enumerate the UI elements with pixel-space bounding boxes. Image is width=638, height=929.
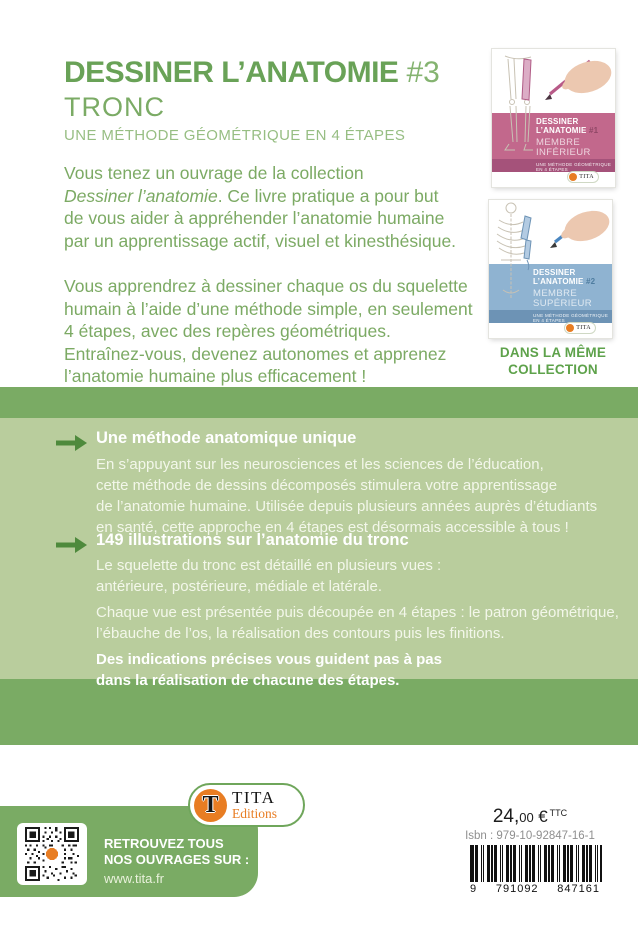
qr-code-icon (25, 827, 79, 881)
book1-series-line1: DESSINER (536, 117, 579, 126)
book2-title-line1: MEMBRE (533, 288, 578, 299)
intro-p2-line1: Vous apprendrez à dessiner chaque os du squelette (64, 276, 468, 296)
intro-p2-line5: l’anatomie humaine plus efficacement ! (64, 366, 367, 386)
book1-series-line2-text: L’ANATOMIE (536, 126, 590, 135)
feature2-body (96, 555, 619, 691)
feature2-heading: 149 illustrations sur l’anatomie du tronc (96, 531, 409, 549)
intro-p2-line4: Entraînez-vous, devenez autonomes et apprenez (64, 343, 447, 364)
arrow-icon (56, 536, 88, 554)
feature1-line1: En s’appuyant sur les neurosciences et les sciences de l’éducation, (96, 456, 544, 473)
feature2-note-line1: Des indications précises vous guident pas à pas (96, 651, 442, 668)
tita-logo-icon: T (194, 789, 227, 822)
book1-title-line1: MEMBRE (536, 137, 581, 148)
book2-skeleton-arm-drawing (489, 200, 612, 338)
barcode (470, 845, 602, 895)
intro-p1-line2 (64, 185, 494, 208)
feature1-line3: de l’anatomie humaine. Utilisée depuis plusieurs années auprès d’étudiants (96, 498, 598, 515)
intro-p1-line3: de vous aider à appréhender l’anatomie humaine (64, 208, 445, 228)
intro-p2-line3: 4 étapes, avec des repères géométriques. (64, 321, 391, 341)
collection-caption (468, 344, 638, 378)
price-tax-label: TTC (549, 807, 568, 818)
tita-mini-dot-icon (566, 324, 574, 332)
collection-caption-line2: COLLECTION (508, 362, 598, 377)
barcode-bars-icon (470, 845, 602, 882)
publisher-name: TITA (232, 788, 276, 808)
book-thumbnail-membre-superieur (489, 200, 612, 338)
barcode-digit-group3: 847161 (557, 883, 600, 895)
tita-mini-text: TITA (579, 174, 594, 180)
book2-publisher-mini-logo (564, 322, 596, 334)
tita-mini-text: TITA (576, 325, 591, 331)
intro-paragraph-2 (64, 275, 494, 388)
collection-name-italic: Dessiner l’anatomie (64, 185, 218, 206)
feature2-p2-line2: l’ébauche de l’os, la réalisation des contours puis les finitions. (96, 625, 505, 642)
feature2-p1-line1: Le squelette du tronc est détaillé en plusieurs vues : (96, 557, 442, 574)
feature1-body (96, 454, 597, 538)
volume-number: #3 (406, 56, 440, 89)
book2-title-line2: SUPÉRIEUR (533, 298, 593, 309)
arrow-icon (56, 434, 88, 452)
intro-paragraph-1 (64, 162, 494, 252)
feature2-p2-line1: Chaque vue est présentée puis découpée en 4 étapes : le patron géométrique, (96, 604, 619, 621)
book1-title-line2: INFÉRIEUR (536, 147, 591, 158)
publisher-subtitle: Editions (232, 806, 278, 822)
feature1-heading: Une méthode anatomique unique (96, 429, 357, 447)
book1-publisher-mini-logo (567, 171, 599, 183)
green-strip-top (0, 387, 638, 418)
publisher-logo (188, 783, 305, 827)
ribbon-line2: NOS OUVRAGES SUR : (104, 852, 250, 867)
isbn: Isbn : 979-10-92847-16-1 (465, 830, 595, 842)
barcode-digit-group2: 791092 (495, 883, 539, 895)
tita-mini-dot-icon (569, 173, 577, 181)
intro-p1-line4: par un apprentissage actif, visuel et kinesthésique. (64, 230, 457, 251)
feature2-note-line2: dans la réalisation de chacune des étapes. (96, 672, 400, 689)
ribbon-line1: RETROUVEZ TOUS (104, 836, 224, 851)
book-thumbnail-membre-inferieur (492, 49, 615, 187)
intro-p2-line2: humain à l’aide d’une méthode simple, en seulement (64, 298, 473, 319)
price-currency: € (538, 807, 548, 826)
barcode-digits (470, 882, 602, 895)
ribbon-text (104, 836, 249, 886)
book2-number: #2 (586, 277, 596, 286)
feature2-p1-line2: antérieure, postérieure, médiale et latérale. (96, 578, 382, 595)
price (455, 806, 605, 828)
feature1-line2: cette méthode de dessins décomposés stimulera votre apprentissage (96, 477, 558, 494)
book2-series-line1: DESSINER (533, 268, 576, 277)
book1-skeleton-legs-drawing (492, 49, 615, 187)
collection-caption-line1: DANS LA MÊME (499, 345, 607, 360)
intro-text (64, 162, 494, 411)
series-title-text: DESSINER L’ANATOMIE (64, 56, 399, 89)
page-title (64, 56, 440, 90)
method-tagline: UNE MÉTHODE GÉOMÉTRIQUE EN 4 ÉTAPES (64, 127, 406, 144)
intro-p1-line1: Vous tenez un ouvrage de la collection (64, 163, 364, 183)
website-url: www.tita.fr (104, 871, 164, 886)
feature1-line4: en santé, cette approche en 4 étapes est désormais accessible à tous ! (96, 519, 569, 536)
book1-tagline: UNE MÉTHODE GÉOMÉTRIQUE EN 4 ÉTAPES (536, 162, 612, 172)
price-main: 24, (492, 806, 520, 827)
intro-p1-line2-rest: . Ce livre pratique a pour but (217, 185, 439, 206)
price-decimals: 00 (519, 810, 534, 825)
tita-logo-words (232, 789, 277, 821)
book2-series-line2-text: L’ANATOMIE (533, 277, 587, 286)
volume-title: TRONC (64, 92, 165, 122)
barcode-digit-group1: 9 (470, 883, 478, 895)
book1-number: #1 (589, 126, 599, 135)
qr-code (17, 823, 87, 885)
book2-tagline: UNE MÉTHODE GÉOMÉTRIQUE EN 4 ÉTAPES (533, 313, 609, 323)
